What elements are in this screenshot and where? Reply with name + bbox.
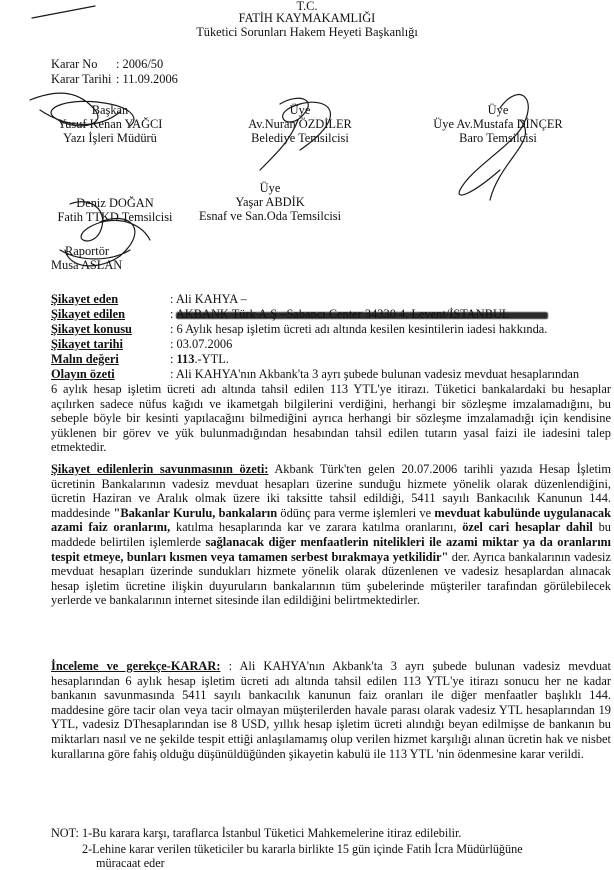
defense-bold-3: özel cari hesaplar dahil — [462, 520, 593, 535]
complainant-label: Şikayet eden — [51, 292, 119, 306]
defense-paragraph — [51, 462, 611, 608]
member4-block — [195, 181, 345, 223]
defense-text-4: bu maddede belirtilen işlemlerde — [51, 520, 611, 549]
member4-title: Esnaf ve San.Oda Temsilcisi — [198, 209, 342, 223]
member1-block — [235, 103, 365, 145]
chair-block — [40, 103, 180, 145]
header-hakem-heyeti: Tüketici Sorunları Hakem Heyeti Başkanlığı — [196, 25, 418, 39]
defense-bold-4: sağlanacak diğer menfaatlerin nitelikleri ile azami miktar ya da oranlarını tespit etmeye, bunları kısmen veya tamamen serbest bırakmaya yetkilidir" — [51, 534, 611, 564]
member3-title: Fatih TTKD Temsilcisi — [57, 210, 173, 224]
member3-name: Deniz DOĞAN — [76, 196, 154, 210]
rapporteur-name: Musa ASLAN — [51, 258, 123, 272]
complaint-date-value: : 03.07.2006 — [170, 337, 233, 351]
summary-label: Olayın özeti — [51, 367, 115, 381]
subject-value: : 6 Aylık hesap işletim ücreti adı altında kesilen kesintilerin iadesi hakkında. — [170, 322, 548, 336]
decision-paragraph — [51, 659, 611, 761]
member2-block — [418, 103, 578, 145]
header-kaymakamlik: FATİH KAYMAKAMLIĞI — [238, 11, 376, 25]
note-item-2: 2-Lehine karar verilen tüketiciler bu kararla birlikte 15 gün içinde Fatih İcra Müdürlüğüne — [82, 842, 523, 856]
note-item-2-cont: müracaat eder — [96, 856, 165, 870]
complainant-name: : Ali KAHYA – — [170, 292, 247, 306]
note-item-1: 1-Bu karara karşı, taraflarca İstanbul Tüketici Mahkemelerine itiraz edilebilir. — [82, 826, 462, 840]
rapporteur-block — [51, 244, 122, 272]
decision-date-label: Karar Tarihi — [51, 72, 112, 86]
note-label: NOT: — [51, 826, 79, 840]
member4-role: Üye — [259, 181, 281, 195]
amount-label: Malın değeri — [51, 352, 119, 366]
decision-no-value: : 2006/50 — [116, 57, 164, 71]
summary-body: 6 aylık hesap işletim ücreti adı altında tahsil edilen 113 YTL'ye itirazı. Tüketici bankalardaki bu hesaplar açılırken sadece nüfus kağıdı ve ikametgah bilgilerini verdiğini, herhangi bir sözleşme imzalamadığını, bu sebeple böyle bir kesinti yapılacağını bilmediğini ayrıca herhangi bir sözleşme imzalamadığı için kendisine yüklenen bir görev ve yük bulunmadığından hesabından tahsil edilen tutarın yasal faizi ile iadesini talep etmektedir. — [51, 382, 611, 455]
complaint-date-label: Şikayet tarihi — [51, 337, 123, 351]
rapporteur-role: Raportör — [65, 244, 110, 258]
defense-bold-2: mevduat kabulünde uygulanacak azami faiz oranlarını, — [51, 505, 612, 535]
respondent-value: : AKBANK Türk A.Ş –Sabancı Center 34330 4. Levent/İSTANBUL — [170, 307, 510, 321]
member1-name: Av.Nuran ÖZDİLER — [248, 117, 352, 131]
amount-colon: : — [170, 352, 177, 366]
decision-label: İnceleme ve gerekçe-KARAR: — [51, 659, 221, 673]
defense-label: Şikayet edilenlerin savunmasının özeti: — [51, 462, 269, 476]
member4-name: Yaşar ABDİK — [235, 195, 305, 209]
member1-role: Üye — [289, 103, 311, 117]
defense-text-1: Akbank Türk'ten gelen 20.07.2006 tarihli yazıda Hesap İşletim ücretinin Bankalarının vadesiz mevduat hesapları üzerine sunduğu hizmete yönelik olarak düzenlendiğini, ücretin Haziran ve Aralık olmak üzere iki taksitte tahsil edildiği, 5411 sayılı Bankacılık Kanunun 144. maddesinde — [51, 462, 611, 520]
defense-text-2: ödünç para verme işlemleri ve — [277, 505, 435, 520]
member2-name: Üye Av.Mustafa DİNÇER — [433, 117, 563, 131]
defense-bold-1: "Bakanlar Kurulu, bankaların — [113, 505, 278, 520]
defense-text-5: der. Ayrıca bankalarının vadesiz mevduat hesapları üzerinde sundukları hizmete yönelik olarak düzenlenen ve vadesiz hesaplardan alınacak hesap işletim ücretine ilişkin duyuruların bankalarının tüm şubelerinde müşteriler tarafından görülebilecek yerlerde ve bankalarının internet sitesinde ilan edildiğini belirtmektedirler. — [51, 549, 611, 608]
defense-text-3: katılma hesaplarında kar ve zarara katılma oranlarını, — [170, 520, 463, 535]
chair-name: Yusuf Kenan YAĞCI — [57, 117, 163, 131]
decision-no-label: Karar No — [51, 57, 98, 71]
decision-date-value: : 11.09.2006 — [116, 72, 178, 86]
member2-role: Üye — [487, 103, 509, 117]
respondent-label: Şikayet edilen — [51, 307, 126, 321]
amount-value: 113 — [176, 352, 195, 366]
decision-text: : Ali KAHYA'nın Akbank'ta 3 ayrı şubede bulunan vadesiz mevduat hesaplarından 6 aylık hesap işletim ücreti adı altında tahsil edilen 113 YTL'ye itirazı sonucu her ne kadar bankanın savunmasında 5411 sayılı bankacılık kanunun faiz oranları ile diğer menfaatler başlıklı 144. maddesine göre tacir olan veya tacir olmayan müşterilerden havale parası olarak vadesiz YTL hesaplarından 19 YTL, vadesiz DThesaplarından ise 8 USD, yıllık hesap işletim ücreti alındığı beyan edilmişse de bankanın bu miktarları nasıl ve ne şekilde tespit ettiği anlaşılamamış olup verilen hizmet karşılığı alınan ücretin hak ve nisbet kurallarına göre fahiş olduğu düşünüldüğünden şikayetin kabulü ile 113 YTL 'nin ödenmesine karar verildi. — [51, 659, 611, 761]
header-tc: T.C. — [296, 0, 318, 13]
chair-title: Yazı İşleri Müdürü — [63, 131, 157, 145]
amount-value-line — [170, 352, 229, 367]
member3-block — [40, 196, 190, 224]
member2-title: Baro Temsilcisi — [459, 131, 537, 145]
subject-label: Şikayet konusu — [51, 322, 132, 336]
chair-role: Başkan — [91, 103, 129, 117]
member1-title: Belediye Temsilcisi — [251, 131, 349, 145]
amount-unit: .-YTL. — [194, 352, 229, 366]
summary-first-line: : Ali KAHYA'nın Akbank'ta 3 ayrı şubede bulunan vadesiz mevduat hesaplarından — [170, 367, 580, 381]
